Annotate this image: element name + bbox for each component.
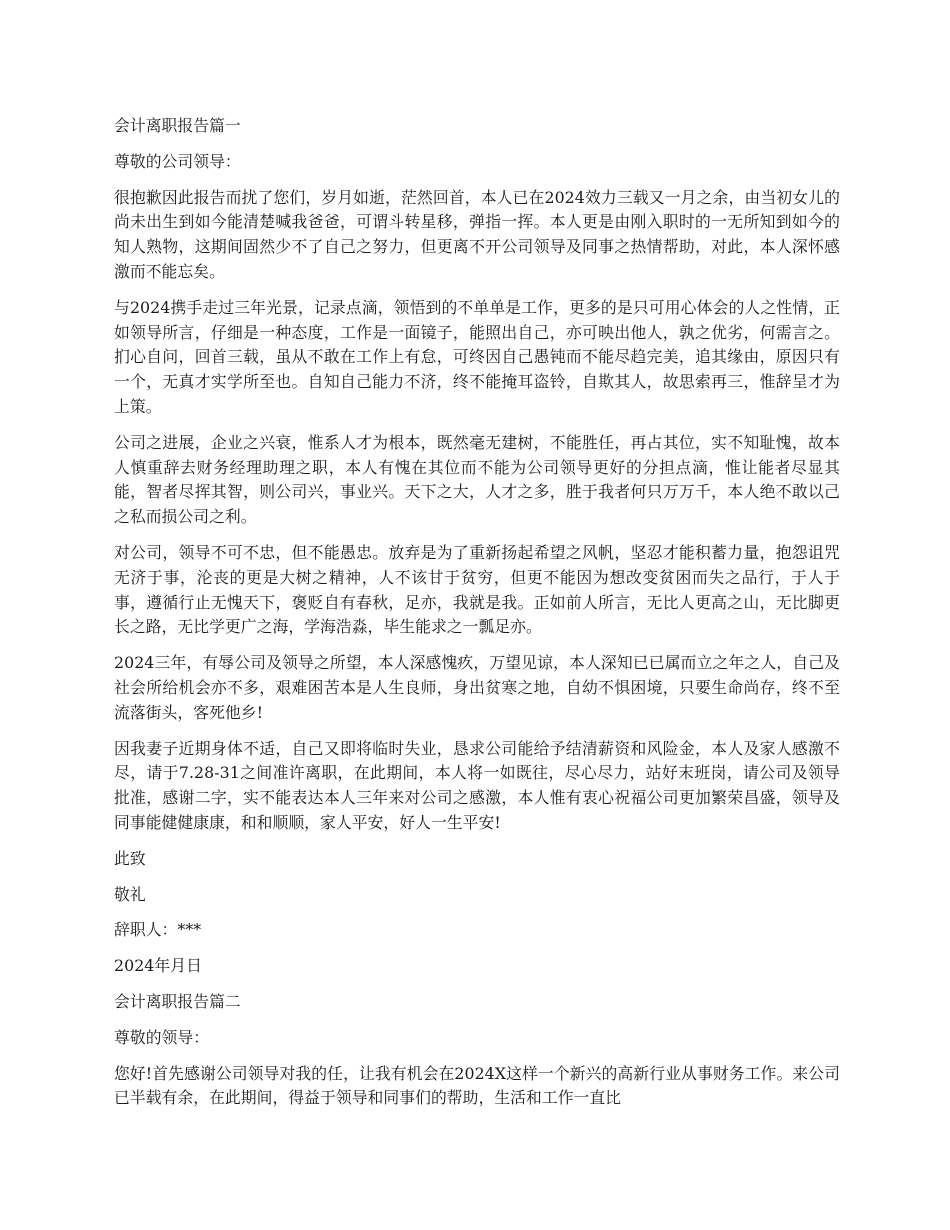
body-paragraph: 对公司，领导不可不忠，但不能愚忠。放弃是为了重新扬起希望之风帆，坚忍才能积蓄力量，抱怨诅咒无济于事，沦丧的更是大树之精神，人不该甘于贫穷，但更不能因为想改变贫困而失之品行，于人于事，遵循行止无愧天下，褒贬自有春秋，足亦，我就是我。正如前人所言，无比人更高之山，无比脚更长之路，无比学更广之海，学海浩淼，毕生能求之一瓢足亦。	[114, 542, 840, 637]
section-title: 会计离职报告篇二	[114, 991, 241, 1011]
body-paragraph: 2024三年，有辱公司及领导之所望，本人深感愧疚，万望见谅，本人深知已已属而立之年之人，自己及社会所给机会亦不多，艰难困苦本是人生良师，身出贫寒之地，自幼不惧困境，只要生命尚存，终不至流落街头，客死他乡!	[114, 653, 840, 722]
body-paragraph: 很抱歉因此报告而扰了您们，岁月如逝，茫然回首，本人已在2024效力三载又一月之余，由当初女儿的尚未出生到如今能清楚喊我爸爸，可谓斗转星移，弹指一挥。本人更是由刚入职时的一无所知到如今的知人熟物，这期间固然少不了自己之努力，但更离不开公司领导及同事之热情帮助，对此，本人深怀感激而不能忘矣。	[114, 187, 840, 281]
document-page	[114, 114, 840, 1122]
section-title: 会计离职报告篇一	[114, 116, 241, 135]
date-line: 2024年月日	[114, 956, 202, 976]
closing-line: 此致	[114, 848, 146, 868]
salutation: 尊敬的领导：	[114, 1027, 210, 1047]
body-paragraph: 公司之进展，企业之兴衰，惟系人才为根本，既然毫无建树，不能胜任，再占其位，实不知耻愧，故本人慎重辞去财务经理助理之职，本人有愧在其位而不能为公司领导更好的分担点滴，惟让能者尽显其能，智者尽挥其智，则公司兴，事业兴。天下之大，人才之多，胜于我者何只万万千，本人绝不敢以己之私而损公司之利。	[114, 432, 840, 527]
signature-line: 辞职人：***	[114, 920, 202, 940]
body-paragraph: 与2024携手走过三年光景，记录点滴，领悟到的不单单是工作，更多的是只可用心体会的人之性情，正如领导所言，仔细是一种态度，工作是一面镜子，能照出自己，亦可映出他人，孰之优劣，何需言之。扪心自问，回首三载，虽从不敢在工作上有怠，可终因自己愚钝而不能尽趋完美，追其缘由，原因只有一个，无真才实学所至也。自知自己能力不济，终不能掩耳盗铃，自欺其人，故思索再三，惟辞呈才为上策。	[114, 297, 840, 416]
closing-line: 敬礼	[114, 884, 146, 904]
salutation: 尊敬的公司领导：	[114, 151, 241, 171]
body-paragraph: 因我妻子近期身体不适，自己又即将临时失业，恳求公司能给予结清薪资和风险金，本人及家人感激不尽，请于7.28-31之间准许离职，在此期间，本人将一如既往，尽心尽力，站好末班岗，请公司及领导批准，感谢二字，实不能表达本人三年来对公司之感激，本人惟有衷心祝福公司更加繁荣昌盛，领导及同事能健健康康，和和顺顺，家人平安，好人一生平安!	[114, 738, 840, 832]
body-paragraph: 您好!首先感谢公司领导对我的任，让我有机会在2024X这样一个新兴的高新行业从事财务工作。来公司已半载有余，在此期间，得益于领导和同事们的帮助，生活和工作一直比	[114, 1063, 840, 1108]
